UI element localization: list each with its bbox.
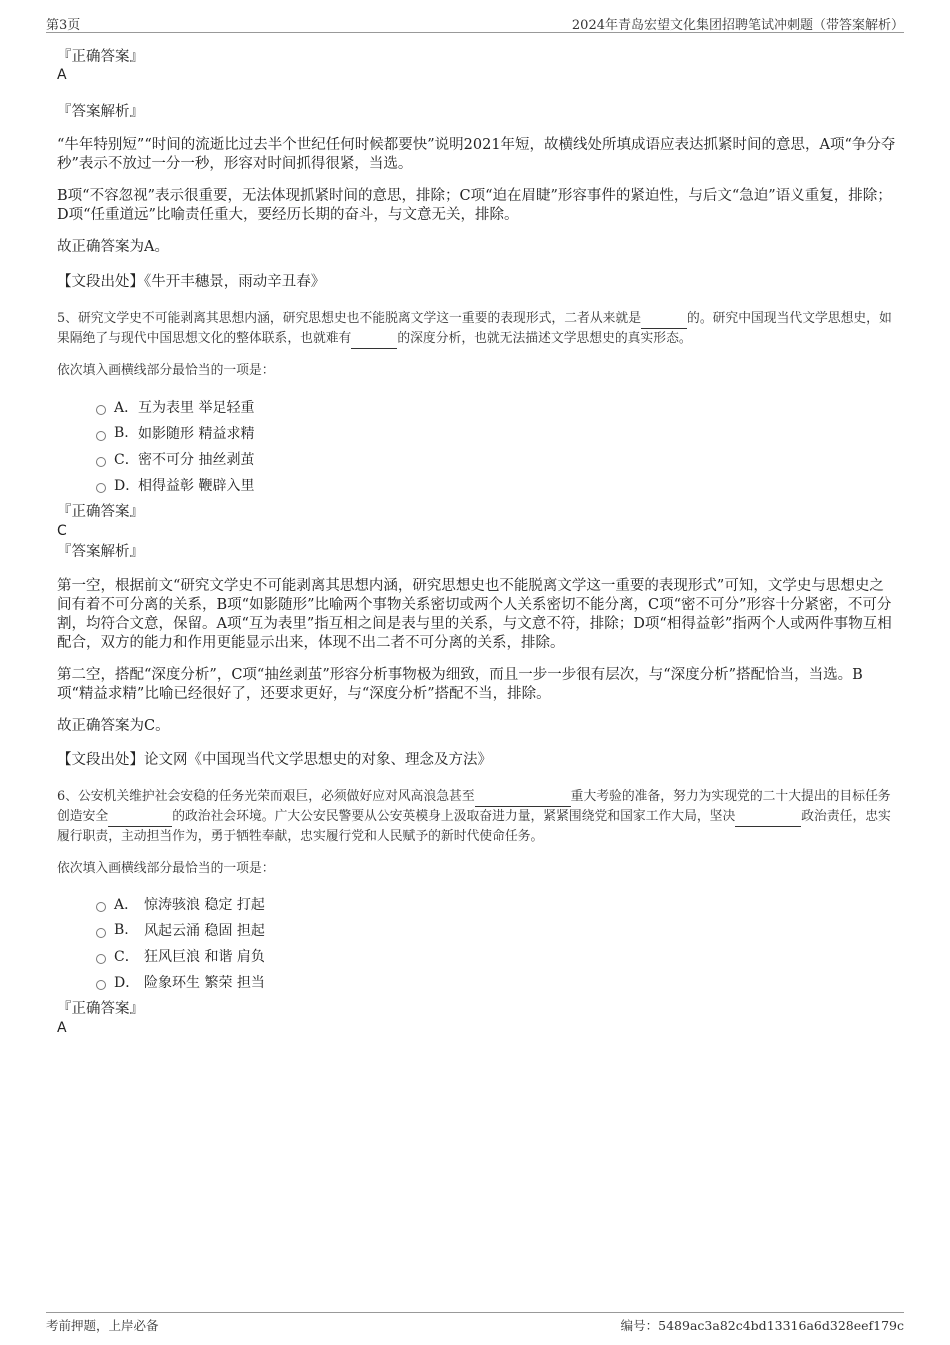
q5-analysis-p1: 第一空，根据前文“研究文学史不可能剥离其思想内涵，研究思想史也不能脱离文学这一重要的表现形式”可知，文学史与思想史之间有着不可分离的关系，B项“如影随形”比喻两个事物关系密切或两个人关系密切不能分离，C项“密不可分”形容十分紧密，不可分割，均符合文意，保留。A项“互为表里”指互相之间是表与里的关系，与文意不符，排除；D项“相得益彰”指两个人或两件事物互相配合，双方的能力和作用更能显示出来，体现不出二者不可分离的关系，排除。 xyxy=(57,578,892,651)
blank-line xyxy=(641,309,687,329)
q5-options xyxy=(96,394,254,498)
q5-answer-label: 『正确答案』 xyxy=(57,504,144,520)
radio-icon[interactable] xyxy=(96,457,106,467)
q5-option-c[interactable]: C． 密不可分 抽丝剥茧 xyxy=(96,446,254,472)
q4-answer-label: 『正确答案』 xyxy=(57,49,144,65)
q5-conclusion: 故正确答案为C。 xyxy=(57,718,170,734)
radio-icon[interactable] xyxy=(96,954,106,964)
q5-stem: 5、研究文学史不可能剥离其思想内涵，研究思想史也不能脱离文学这一重要的表现形式，二者从来就是 的。研究中国现当代文学思想史，如果隔绝了与现代中国思想文化的整体联系，也就难有 的深度分析，也就无法描述文学思想史的真实形态。 xyxy=(57,309,897,349)
blank-line xyxy=(351,329,397,349)
q5-option-d[interactable]: D． 相得益彰 鞭辟入里 xyxy=(96,472,254,498)
q6-option-c[interactable]: C． 狂风巨浪 和谐 肩负 xyxy=(96,943,265,969)
radio-icon[interactable] xyxy=(96,483,106,493)
radio-icon[interactable] xyxy=(96,902,106,912)
radio-icon[interactable] xyxy=(96,405,106,415)
q6-answer: A xyxy=(57,1020,67,1036)
q5-analysis-p2: 第二空，搭配“深度分析”，C项“抽丝剥茧”形容分析事物极为细致，而且一步一步很有层次，与“深度分析”搭配恰当，当选。B项“精益求精”比喻已经很好了，还要求更好，与“深度分析”搭配不当，排除。 xyxy=(57,667,863,702)
q5-option-b[interactable]: B. 如影随形 精益求精 xyxy=(96,420,254,446)
document-id: 编号：5489ac3a82c4bd13316a6d328eef179c xyxy=(620,1318,904,1333)
radio-icon[interactable] xyxy=(96,431,106,441)
q4-answer: A xyxy=(57,67,67,83)
radio-icon[interactable] xyxy=(96,928,106,938)
page-header xyxy=(46,12,904,33)
q4-analysis-p2: B项“不容忽视”表示很重要，无法体现抓紧时间的意思，排除；C项“迫在眉睫”形容事件的紧迫性，与后文“急迫”语义重复，排除；D项“任重道远”比喻责任重大，要经历长期的奋斗，与文意无关，排除。 xyxy=(57,188,892,223)
q6-option-b[interactable]: B. 风起云涌 稳固 担起 xyxy=(96,917,265,943)
q6-answer-label: 『正确答案』 xyxy=(57,1001,144,1017)
footer-slogan: 考前押题，上岸必备 xyxy=(46,1318,159,1333)
blank-line xyxy=(475,787,571,807)
blank-line xyxy=(108,807,172,827)
blank-line xyxy=(735,807,801,827)
q5-option-a[interactable]: A． 互为表里 举足轻重 xyxy=(96,394,254,420)
q6-option-d[interactable]: D． 险象环生 繁荣 担当 xyxy=(96,969,265,995)
page-footer xyxy=(46,1312,904,1335)
q6-option-a[interactable]: A． 惊涛骇浪 稳定 打起 xyxy=(96,891,265,917)
page-number: 第3页 xyxy=(46,18,81,33)
q6-options xyxy=(96,891,265,995)
q5-prompt: 依次填入画横线部分最恰当的一项是： xyxy=(57,363,275,378)
q5-analysis-label: 『答案解析』 xyxy=(57,544,144,560)
document-title: 2024年青岛宏望文化集团招聘笔试冲刺题（带答案解析） xyxy=(571,18,904,33)
q6-prompt: 依次填入画横线部分最恰当的一项是： xyxy=(57,861,275,876)
q5-answer: C xyxy=(57,523,67,539)
q4-analysis-label: 『答案解析』 xyxy=(57,104,144,120)
radio-icon[interactable] xyxy=(96,980,106,990)
q4-analysis-p1: “牛年特别短”“时间的流逝比过去半个世纪任何时候都要快”说明2021年短，故横线处所填成语应表达抓紧时间的意思，A项“争分夺秒”表示不放过一分一秒，形容对时间抓得很紧，当选。 xyxy=(57,137,896,172)
q5-source: 【文段出处】论文网《中国现当代文学思想史的对象、理念及方法》 xyxy=(57,752,492,768)
q4-source: 【文段出处】《牛开丰穗景，雨动辛丑春》 xyxy=(57,274,326,290)
q4-conclusion: 故正确答案为A。 xyxy=(57,239,169,255)
q6-stem: 6、公安机关维护社会安稳的任务光荣而艰巨，必须做好应对风高浪急甚至 重大考验的准备，努力为实现党的二十大提出的目标任务创造安全 的政治社会环境。广大公安民警要从公安英模身上汲取奋进力量，紧紧围绕党和国家工作大局，坚决 政治责任，忠实履行职责，主动担当作为，勇于牺牲奉献，忠实履行党和人民赋予的新时代使命任务。 xyxy=(57,789,891,844)
